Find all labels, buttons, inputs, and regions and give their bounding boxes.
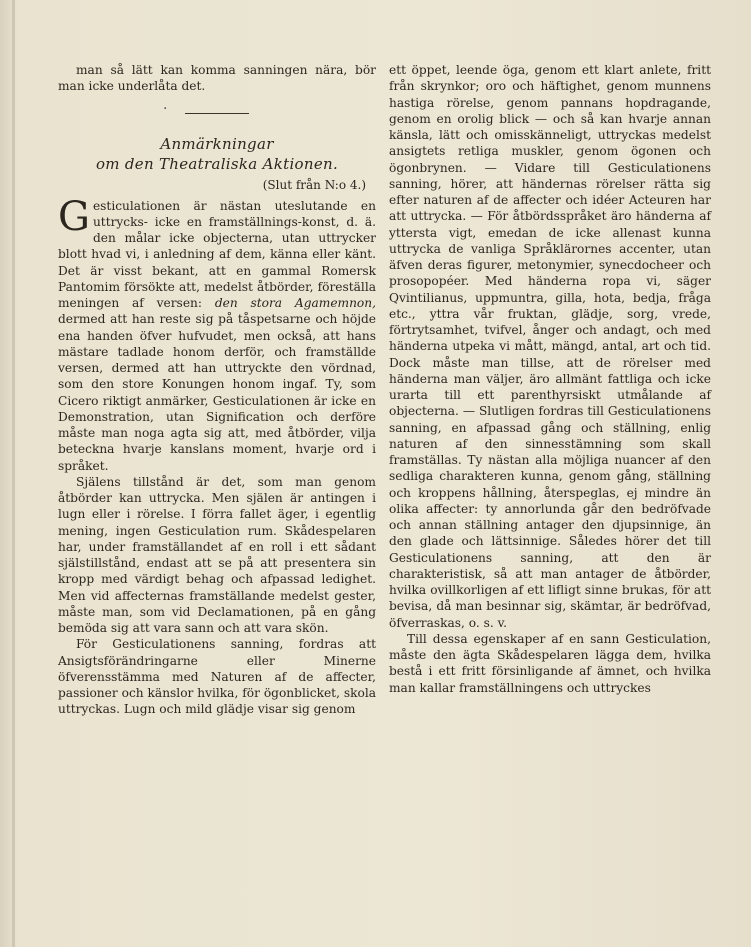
drop-cap: G [58,193,90,240]
paragraph-1 [58,193,376,474]
paragraph-3: För Gesticulationens sanning, fordras att Ansigtsförändringarne eller Minerne öfverensstämma med Naturen af de affecter, passioner och känslor hvilka, för ögonblicket, skola uttryckas. Lugn och mild glädje visar sig genom [58,637,376,717]
paragraph-1-quote: den stora Agamemnon, [214,296,376,310]
right-paragraph-1: ett öppet, leende öga, genom ett klart anlete, fritt från skrynkor; oro och häftighet, genom munnens hastiga rörelse, genom pannans hopdragande, genom en orolig blick — och så kan hvarje annan känsla, lätt och omisskänneligt, uttryckas medelst ansigtets retliga muskler, genom ögonen och ögonbrynen. — Vidare till Gesticulationens sanning, hörer, att händernas rörelser rätta sig efter naturen af de affecter och idéer Acteuren har att uttrycka. — För åtbördsspråket äro händerna af yttersta vigt, emedan de icke allenast kunna uttrycka de vanliga Språklärornes accenter, utan äfven deras figurer, metonymier, synecdocheer och prosopopéer. Med händerna ropa vi, säger Qvintilianus, uppmuntra, gilla, hota, bedja, fråga etc., yttra vår fruktan, glädje, sorg, vrede, förtrytsamhet, tvifvel, ånger och andagt, och med händerna utpeka vi mått, mängd, antal, art och tid. Dock måste man tillse, att de rörelser med händerna man väljer, äro allmänt fattliga och icke urarta till ett parenthyrsiskt utmålande af objecterna. — Slutligen fordras till Gesticulationens sanning, en afpassad gång och ställning, enlig naturen af den sinnesstämning som skall framställas. Ty nästan alla möjliga nuancer af den sedliga charakteren kunna, genom gång, ställning och kroppens hållning, återspeglas, ej mindre än olika affecter: ty annorlunda går den bedröfvade och annan ställning antager den djupsinnige, än den glade och lättsinnige. Således hörer det till Gesticulationens sanning, att den är charakteristisk, så att man antager de åtbörder, hvilka ovillkorligen af ett lifligt sinne brukas, för att bevisa, då man besinnar sig, skämtar, är bedröfvad, öfverraskas, o. s. v. [389,63,711,630]
article-subtitle: (Slut från N:o 4.) [262,177,366,192]
paragraph-1-text-a: esticulationen är nästan uteslutande en uttrycks- icke en framställnings-konst, d. ä. den målar icke objecterna, utan uttrycker blott hvad vi, i anledning af dem, känna eller känt. Det är visst bekant, att en gammal Romersk Pantomim försökte att, medelst åtbörder, föreställa meningen af versen: [58,198,376,310]
article-title-line2: om den Theatraliska Aktionen. [95,154,339,173]
right-paragraph-2: Till dessa egenskaper af en sann Gesticulation, måste den ägta Skådespelaren lägga dem, hvilka bestå i ett fritt försinligande af ämnet, och hvilka man kallar framställningens och uttryckes [389,631,711,695]
paragraph-1-text-b: dermed att han reste sig på tåspetsarne och höjde ena handen öfver hufvudet, men också, att hans mästare tadlade honom derför, och framställde versen, dermed att han uttryckte den vördnad, som den store Konungen honom ingaf. Ty, som Cicero riktigt anmärker, Gesticulationen är icke en Demonstration, utan Signification och derföre måste man noga agta sig att, med åtbörder, vilja beteckna hvarje kanslans moment, hvarje ord i språket. [58,312,376,473]
right-column [389,62,711,696]
section-separator [185,113,249,114]
page-gutter-shadow [12,0,15,947]
left-column [58,62,376,718]
paragraph-2: Själens tillstånd är det, som man genom åtbörder kan uttrycka. Men själen är antingen i lugn eller i rörelse. I förra fallet äger, i egentlig mening, ingen Gesticulation rum. Skådespelaren har, under framställandet af en roll i ett sådant själstillstånd, endast att se på att presentera sin kropp med värdigt behag och afpassad ledighet. Men vid affecternas framställande medelst gester, måste man, som vid Declamationen, på en gång bemöda sig att vara sann och att vara skön. [58,474,376,635]
intro-text: man så lätt kan komma sanningen nära, bör man icke underlåta det. [58,63,376,94]
article-title-line1: Anmärkningar [160,134,274,153]
